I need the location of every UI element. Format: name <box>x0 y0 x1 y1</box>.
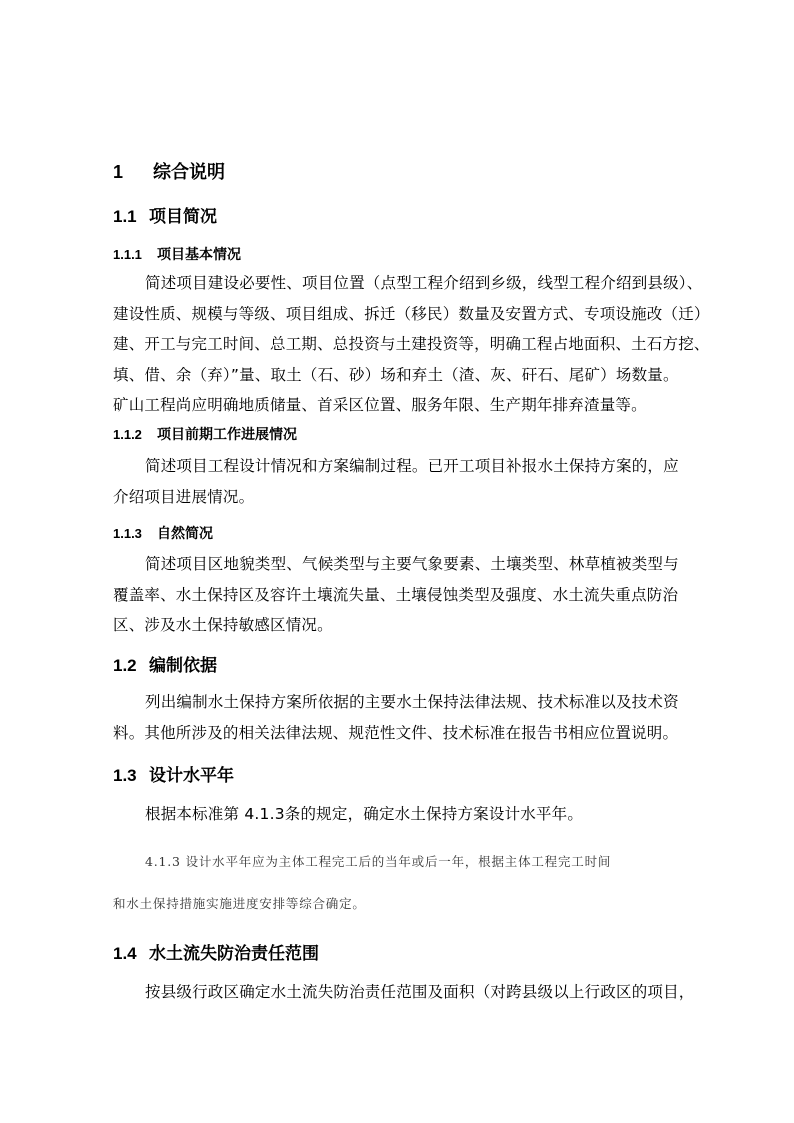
paragraph-line: 区、涉及水土保持敏感区情况。 <box>113 616 333 634</box>
heading-1-2 <box>113 654 217 678</box>
paragraph-1-1-1 <box>113 268 710 421</box>
heading-title: 项目简况 <box>149 207 217 227</box>
heading-number: 1.1.3 <box>113 526 142 541</box>
heading-title: 项目基本情况 <box>157 247 241 263</box>
standard-note-line: 和水土保持措施实施进度安排等综合确定。 <box>113 896 366 911</box>
heading-number: 1.1 <box>113 207 137 226</box>
heading-1-1 <box>113 205 217 229</box>
paragraph-line: 填、借、余（弃）”量、取土（石、砂）场和弃土（渣、灰、矸石、尾矿）场数量。 <box>113 365 679 384</box>
heading-number: 1.3 <box>113 766 137 785</box>
heading-title: 编制依据 <box>149 656 217 676</box>
paragraph-1-3 <box>113 799 703 830</box>
heading-title: 自然简况 <box>157 526 213 542</box>
heading-title: 综合说明 <box>153 162 225 183</box>
paragraph-1-4 <box>113 977 703 1008</box>
paragraph-line: 根据本标准第 4.1.3条的规定，确定水土保持方案设计水平年。 <box>145 805 584 823</box>
heading-1-3 <box>113 764 234 788</box>
paragraph-line: 按县级行政区确定水土流失防治责任范围及面积（对跨县级以上行政区的项目， <box>145 983 695 1001</box>
paragraph-line: 简述项目区地貌类型、气候类型与主要气象要素、土壤类型、林草植被类型与 <box>145 555 679 573</box>
heading-1-1-2 <box>113 425 297 445</box>
heading-1-1-1 <box>113 245 241 265</box>
paragraph-line: 介绍项目进展情况。 <box>113 487 255 506</box>
heading-title: 水土流失防治责任范围 <box>149 944 319 964</box>
heading-title: 项目前期工作进展情况 <box>157 427 297 443</box>
paragraph-1-2 <box>113 687 703 748</box>
heading-1-1-3 <box>113 524 213 544</box>
paragraph-line: 简述项目建设必要性、项目位置（点型工程介绍到乡级，线型工程介绍到县级）、 <box>145 274 703 292</box>
heading-title: 设计水平年 <box>149 766 234 786</box>
paragraph-1-1-2 <box>113 451 703 512</box>
paragraph-line: 覆盖率、水土保持区及容许土壤流失量、土壤侵蚀类型及强度、水土流失重点防治 <box>113 585 679 604</box>
paragraph-line: 列出编制水土保持方案所依据的主要水土保持法律法规、技术标准以及技术资 <box>145 693 679 711</box>
paragraph-line: 简述项目工程设计情况和方案编制过程。已开工项目补报水土保持方案的，应 <box>145 457 679 475</box>
heading-1 <box>113 160 225 185</box>
paragraph-line: 料。其他所涉及的相关法律法规、规范性文件、技术标准在报告书相应位置说明。 <box>113 723 679 742</box>
heading-number: 1.1.2 <box>113 427 142 442</box>
standard-note-line: 4.1.3 设计水平年应为主体工程完工后的当年或后一年，根据主体工程完工时间 <box>145 854 612 869</box>
paragraph-line: 建设性质、规模与等级、项目组成、拆迁（移民）数量及安置方式、专项设施改（迁） <box>113 304 710 323</box>
heading-number: 1.4 <box>113 944 137 963</box>
paragraph-line: 矿山工程尚应明确地质储量、首采区位置、服务年限、生产期年排弃渣量等。 <box>113 396 647 414</box>
heading-number: 1.2 <box>113 656 137 675</box>
heading-number: 1.1.1 <box>113 247 142 262</box>
heading-number: 1 <box>113 162 124 182</box>
heading-1-4 <box>113 942 319 966</box>
paragraph-1-1-3 <box>113 549 703 641</box>
paragraph-line: 建、开工与完工时间、总工期、总投资与土建投资等，明确工程占地面积、土石方挖、 <box>113 335 710 353</box>
